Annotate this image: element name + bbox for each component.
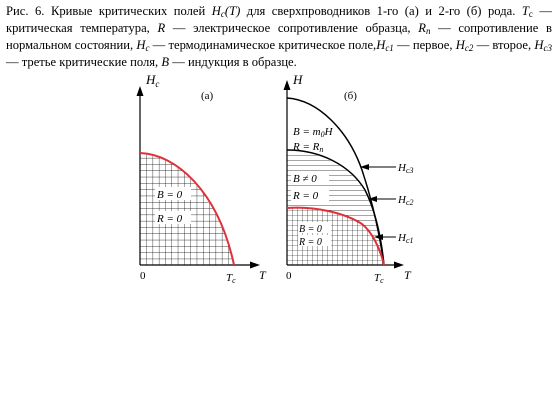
panel-b-origin: 0 bbox=[286, 270, 292, 282]
panel-a bbox=[137, 72, 268, 285]
panel-b-hc3-label: Hc3 bbox=[398, 162, 414, 175]
panel-b-b-ne0-label: B ≠ 0 bbox=[293, 173, 317, 185]
panel-b-r0-mid-label: R = 0 bbox=[293, 190, 319, 202]
panel-b-hc2-label: Hc2 bbox=[398, 194, 414, 207]
panel-a-tc: Tc bbox=[226, 272, 236, 285]
panel-b-tc: Tc bbox=[374, 272, 384, 285]
panel-a-label: (а) bbox=[201, 90, 214, 102]
panel-a-superconducting-region bbox=[140, 150, 240, 268]
panel-b-y-arrow bbox=[284, 80, 291, 90]
panel-a-y-label: $H_c$ bbox=[146, 72, 160, 89]
panel-a-b-label: B = 0 bbox=[157, 189, 183, 201]
panel-b-label: (б) bbox=[344, 90, 357, 102]
panel-b-r0-label: R = 0 bbox=[299, 237, 322, 248]
panel-a-y-arrow bbox=[137, 86, 144, 96]
panel-b-r-rn-label: R = Rn bbox=[293, 141, 324, 154]
figure-caption: Рис. 6. Кривые критических полей $H_c(T)$ для сверхпроводников 1-го (а) и 2-го (б) рода. $T_c$ — критическая температура, R — электрическое сопротивление образца, $R_n$ — сопротивление в нормальном состоянии, $H_c$ — термодинамическое критическое $поле,H_{c1}$ — первое, $H_{c2}$ — второе, $H_{c3}$ — третье критические поля, B — индукция в образце. bbox=[6, 4, 553, 69]
panel-b-hc1-label: Hc1 bbox=[398, 232, 414, 245]
figure-label: Рис. 6. bbox=[6, 4, 45, 18]
panel-a-r-label: R = 0 bbox=[157, 213, 183, 225]
panel-b-b-m0h-label: B = m0H bbox=[293, 126, 333, 139]
panel-b-x-arrow bbox=[394, 262, 404, 269]
panel-b-b0-label: B = 0 bbox=[299, 224, 322, 235]
panel-b bbox=[284, 72, 414, 285]
panel-a-x-label: T bbox=[259, 268, 266, 282]
panel-b-y-label: H bbox=[293, 72, 303, 87]
panel-b-x-label: T bbox=[404, 268, 411, 282]
panel-a-origin: 0 bbox=[140, 270, 146, 282]
